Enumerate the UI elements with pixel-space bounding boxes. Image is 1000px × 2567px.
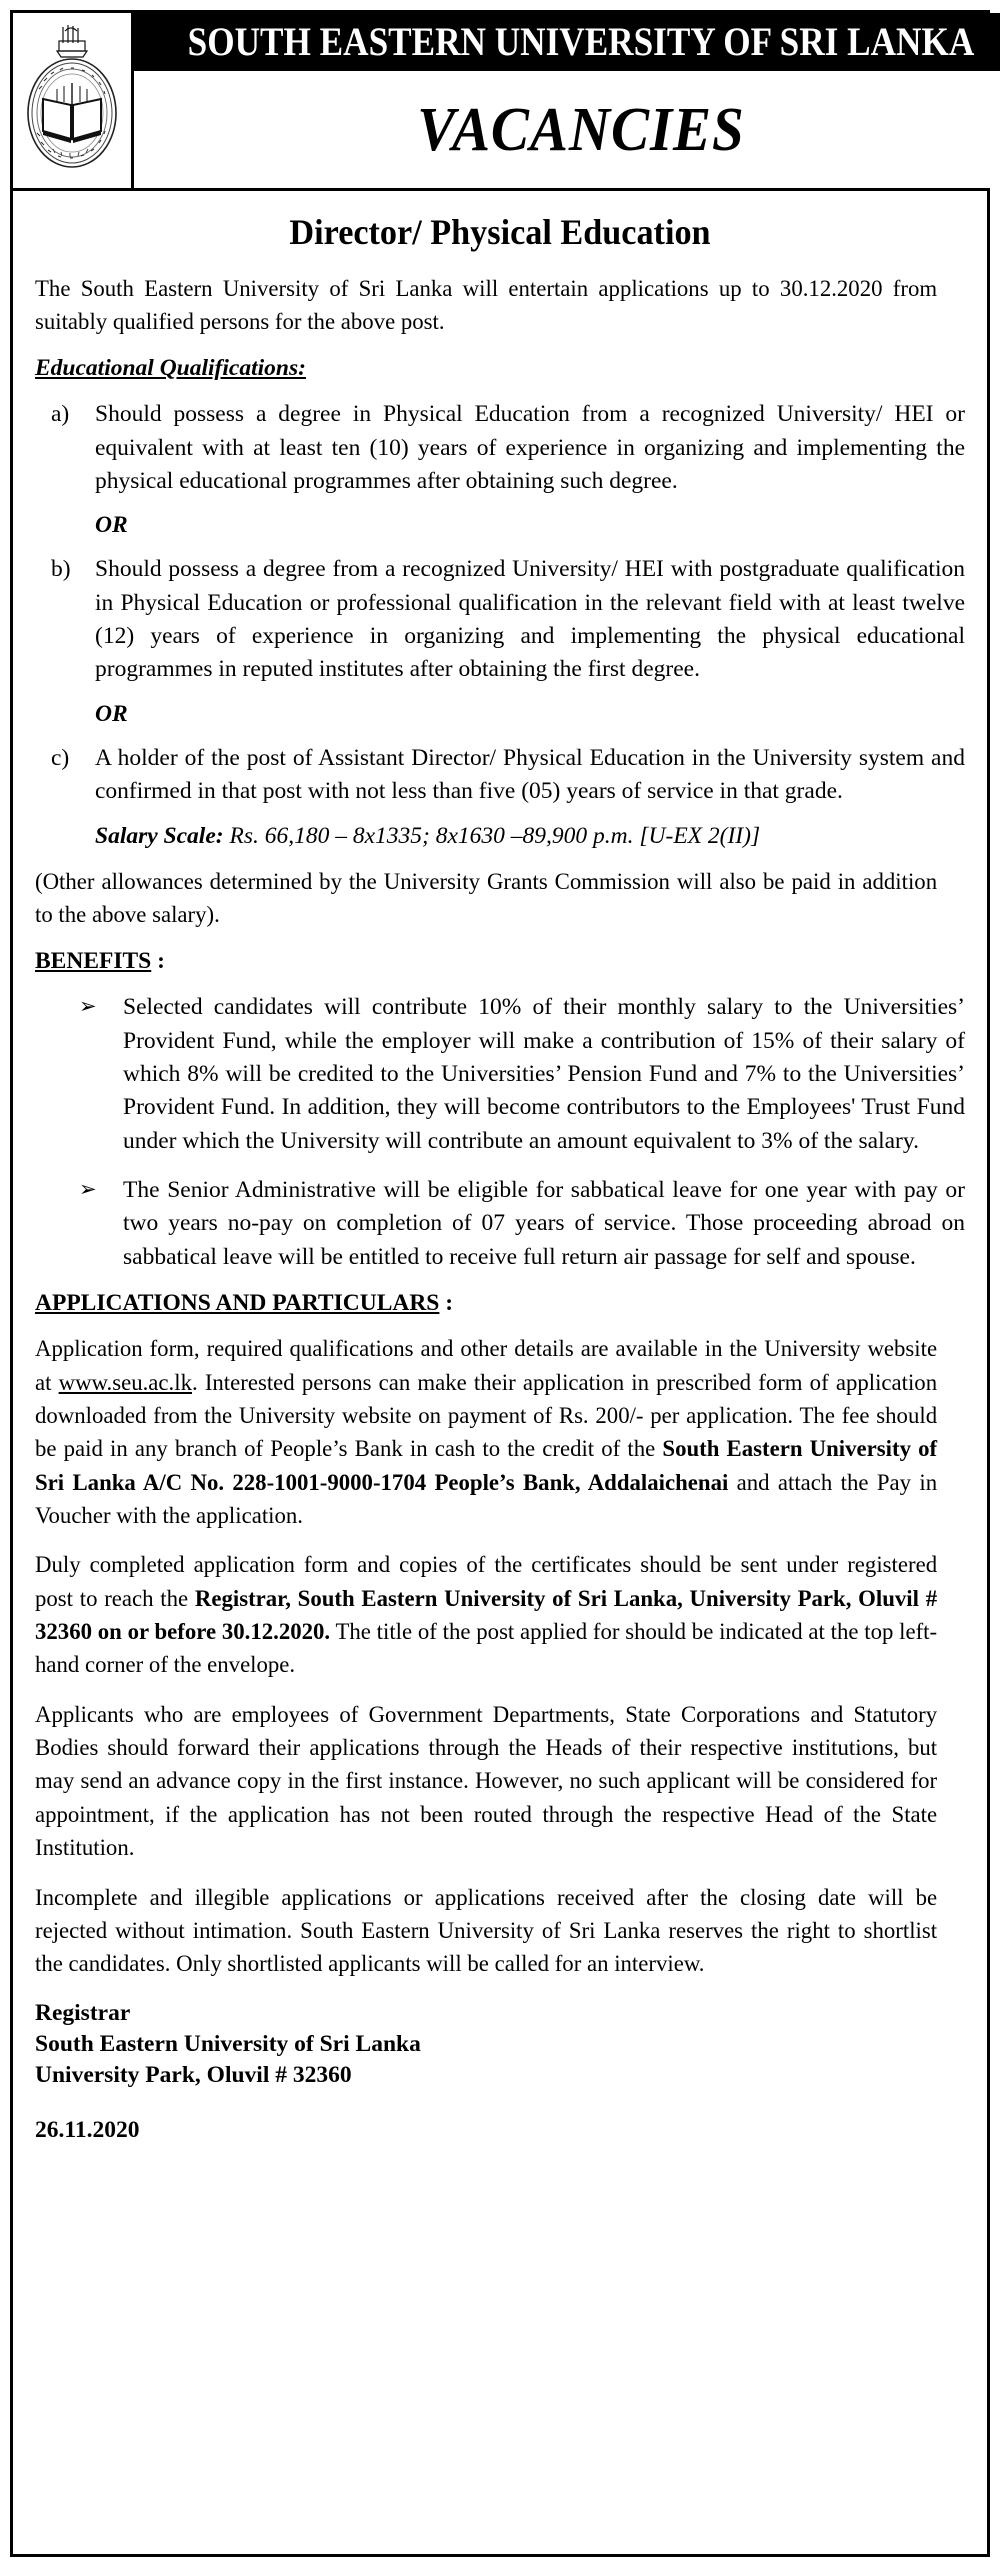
signature-line-2: South Eastern University of Sri Lanka xyxy=(35,2030,421,2057)
or-separator-2: OR xyxy=(95,700,128,727)
vacancies-banner xyxy=(134,71,1000,188)
arrow-bullet-icon: ➢ xyxy=(79,1177,97,1202)
benefit-text-1: Selected candidates will contribute 10% of their monthly salary to the Universities’ Provident Fund, while the employer will make a contribution of 15% of their salary of which 8% will be credited to the Universities’ Pension Fund and 7% to the Universities’ Provident Fund. In addition, they will become contributors to the Employees' Trust Fund under which the University will contribute an amount equivalent to 3% of the salary. xyxy=(123,994,965,1154)
salary-scale-value: Rs. 66,180 – 8x1335; 8x1630 –89,900 p.m. [U-EX 2(II)] xyxy=(229,822,761,849)
qualification-marker-b: b) xyxy=(51,556,71,583)
university-website-link[interactable]: www.seu.ac.lk xyxy=(58,1369,192,1396)
applications-paragraph-1 xyxy=(35,1333,937,1533)
issue-date: 26.11.2020 xyxy=(35,2116,140,2143)
applications-heading-text: APPLICATIONS AND PARTICULARS xyxy=(35,1290,440,1317)
university-crest-icon xyxy=(13,21,131,181)
post-title: Director/ Physical Education xyxy=(289,212,711,252)
qualification-text-b: Should possess a degree from a recognized University/ HEI with postgraduate qualification in Physical Education or professional qualification in the relevant field with at least twelve (12) years of experience in organizing and implementing the physical educational programmes in reputed institutes after obtaining the first degree. xyxy=(95,556,965,683)
applications-p1-part-b: . Interested persons can make their application in prescribed form of application downloaded from the University website on payment of Rs. 200/- per application. The fee should be paid in any branch of People’s Bank in cash to the credit of the xyxy=(35,1369,938,1463)
salary-scale-line xyxy=(35,823,965,850)
university-name-bar xyxy=(134,13,1000,71)
qualification-item-a xyxy=(35,398,965,498)
benefits-heading-colon: : xyxy=(151,948,165,975)
qualification-item-c xyxy=(35,742,965,809)
qualification-item-b xyxy=(35,553,965,686)
applications-paragraph-2 xyxy=(35,1549,937,1682)
intro-paragraph: The South Eastern University of Sri Lanka will entertain applications up to 30.12.2020 from suitably qualified persons for the above post. xyxy=(35,275,938,335)
salary-scale-label: Salary Scale: xyxy=(95,822,224,849)
applications-paragraph-3: Applicants who are employees of Government Departments, State Corporations and Statutory Bodies should forward their applications through the Heads of their respective institutions, but may send an advance copy in the first instance. However, no such applicant will be considered for appointment, if the application has not been routed through the respective Head of the State Institution. xyxy=(35,1701,938,1862)
allowance-note: (Other allowances determined by the University Grants Commission will also be paid in addition to the above salary). xyxy=(35,868,938,928)
applications-heading xyxy=(35,1290,965,1317)
bank-account-details: South Eastern University of Sri Lanka A/C No. 228-1001-9000-1704 People’s Bank, Addalaichenai xyxy=(35,1436,938,1496)
arrow-bullet-icon: ➢ xyxy=(79,994,97,1019)
or-separator-1: OR xyxy=(95,512,128,539)
advertisement-body xyxy=(13,191,987,2154)
signature-line-3: University Park, Oluvil # 32360 xyxy=(35,2061,352,2088)
qualification-marker-c: c) xyxy=(51,744,70,771)
benefit-item-2 xyxy=(35,1174,965,1274)
document-frame xyxy=(10,10,990,2557)
signature-block xyxy=(35,1998,965,2091)
applications-paragraph-4: Incomplete and illegible applications or applications received after the closing date will be rejected without intimation. South Eastern University of Sri Lanka reserves the right to shortlist the candidates. Only shortlisted applicants will be called for an interview. xyxy=(35,1884,938,1978)
applications-p1-part-c: and attach the Pay in Voucher with the application. xyxy=(35,1469,938,1529)
educational-qualifications-heading: Educational Qualifications: xyxy=(35,355,306,382)
qualification-text-a: Should possess a degree in Physical Education from a recognized University/ HEI or equivalent with at least ten (10) years of experience in organizing and implementing the physical educational programmes after obtaining such degree. xyxy=(95,401,965,495)
benefit-item-1 xyxy=(35,991,965,1158)
applications-heading-colon: : xyxy=(439,1290,454,1317)
applications-p2-part-a: Duly completed application form and copies of the certificates should be sent under registered post to reach the xyxy=(35,1552,938,1612)
university-name: SOUTH EASTERN UNIVERSITY OF SRI LANKA xyxy=(187,19,975,64)
crest-cell xyxy=(13,13,134,188)
applications-p1-part-a: Application form, required qualifications and other details are available in the University website at xyxy=(35,1336,938,1396)
masthead xyxy=(13,13,987,191)
postal-address-deadline: Registrar, South Eastern University of Sri Lanka, University Park, Oluvil # 32360 on or before 30.12.2020. xyxy=(35,1585,938,1646)
qualification-marker-a: a) xyxy=(51,401,70,428)
applications-p2-part-b: The title of the post applied for should be indicated at the top left-hand corner of the envelope. xyxy=(35,1619,938,1679)
benefit-text-2: The Senior Administrative will be eligible for sabbatical leave for one year with pay or two years no-pay on completion of 07 years of service. Those proceeding abroad on sabbatical leave will be entitled to receive full return air passage for self and spouse. xyxy=(123,1177,965,1270)
masthead-right xyxy=(134,13,1000,188)
qualification-text-c: A holder of the post of Assistant Director/ Physical Education in the University system and confirmed in that post with not less than five (05) years of service in that grade. xyxy=(95,744,965,805)
benefits-heading xyxy=(35,948,965,975)
benefits-heading-text: BENEFITS xyxy=(35,948,152,975)
signature-line-1: Registrar xyxy=(35,1999,131,2026)
vacancies-word: VACANCIES xyxy=(417,95,745,164)
